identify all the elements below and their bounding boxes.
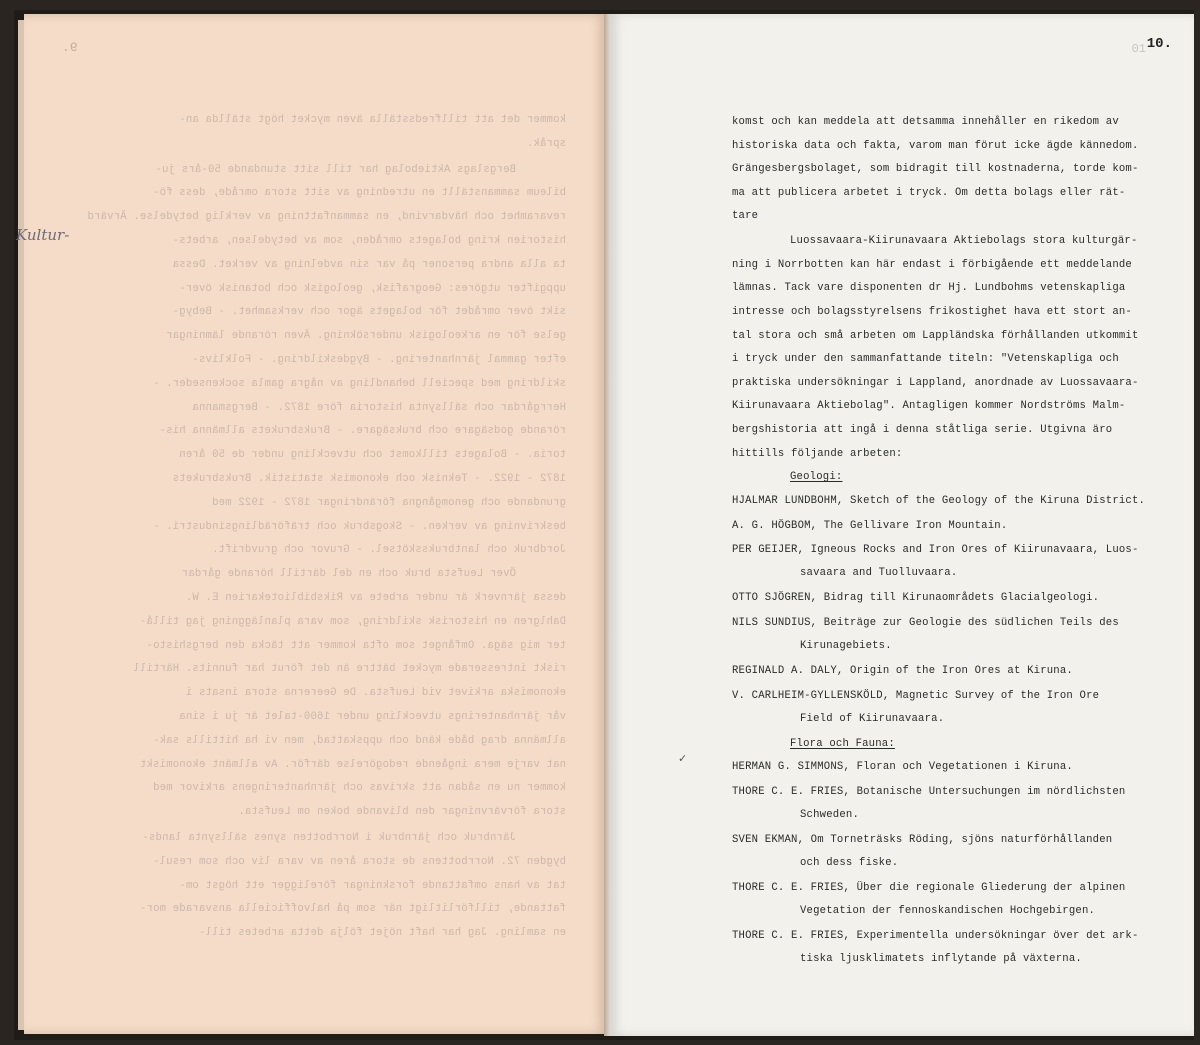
- bleed-line: Herrgårdar och sällsynta historia före 1872. - Bergsmanna: [192, 401, 566, 414]
- bibliography-entry: THORE C. E. FRIES, Über die regionale Gliederung der alpinen: [732, 881, 1126, 894]
- bleed-line: ekonomiska arkivet vid Leufsta. De Geererna stora insats i: [185, 687, 566, 700]
- bleed-line: Järnbruk och järnbruk i Norrbotten synes sällsynta lands-: [142, 832, 516, 844]
- bleed-line: tat av hans omfattande forskningar föreligger ett högst om-: [179, 879, 566, 892]
- check-mark: ✓: [678, 752, 688, 765]
- body-line: lämnas. Tack vare disponenten dr Hj. Lundbohms vetenskapliga: [732, 282, 1126, 295]
- section-heading: Flora och Fauna:: [790, 737, 895, 750]
- bleed-line: gelse för en arkeologisk undersökning. Även rörande lämningar: [166, 330, 566, 343]
- bibliography-entry: och dess fiske.: [800, 857, 899, 870]
- bleed-line: kommer nu en sådan att skrivas och järnhanteringens arkivor med: [152, 782, 566, 795]
- bleed-line: 1872 - 1922. - Teknisk och ekonomisk statistik. Bruksbrukets: [172, 473, 566, 485]
- bibliography-entry: PER GEIJER, Igneous Rocks and Iron Ores of Kiirunavaara, Luos-: [732, 544, 1139, 557]
- body-line: ning i Norrbotten kan här endast i förbigående ett meddelande: [732, 258, 1132, 271]
- bleed-line: allmänna drag både känd och uppskattad, men vi ha hittills sak-: [152, 734, 566, 747]
- bleed-line: rörande godsägare och bruksägare. - Bruksbrukets allmänna his-: [159, 425, 566, 438]
- body-line: Kiirunavaara Aktiebolag". Antagligen kommer Nordströms Malm-: [732, 400, 1126, 413]
- left-page: [24, 14, 606, 1034]
- bleed-line: språk.: [526, 137, 566, 150]
- bleed-line: ta alla andra personer på var sin avdelning av verket. Dessa: [172, 258, 566, 271]
- left-page-number: 9.: [62, 40, 78, 55]
- bibliography-entry: THORE C. E. FRIES, Experimentella undersökningar över det ark-: [732, 929, 1139, 942]
- bibliography-entry: Kirunagebiets.: [800, 640, 892, 653]
- bleed-line: sikt över området för bolagets ägor och verksamhet. - Bebyg-: [172, 306, 566, 319]
- bibliography-entry: REGINALD A. DALY, Origin of the Iron Ores at Kiruna.: [732, 664, 1073, 677]
- bleed-line: grundande och genomgångna förändringar 1872 - 1922 med: [211, 496, 566, 509]
- bibliography-entry: tiska ljusklimatets inflytande på växterna.: [800, 952, 1082, 965]
- bleed-line: toria. - Bolagets tillkomst och utveckling under de 50 åren: [179, 449, 566, 462]
- body-line: ma att publicera arbetet i tryck. Om detta bolags eller rät-: [732, 186, 1126, 199]
- bibliography-entry: OTTO SJÖGREN, Bidrag till Kirunaområdets Glacialgeologi.: [732, 592, 1100, 605]
- bleed-line: vår järnhanterings utveckling under 1600-talet är ju i sina: [179, 711, 566, 723]
- bibliography-entry: A. G. HÖGBOM, The Gellivare Iron Mountain.: [732, 519, 1008, 532]
- body-line: Grängesbergsbolaget, som bidragit till kostnaderna, torde kom-: [732, 163, 1139, 176]
- body-line: tal stora och små arbeten om Lappländska förhållanden utkommit: [732, 329, 1139, 342]
- body-line: i tryck under den sammanfattande titeln: "Vetenskapliga och: [732, 353, 1119, 366]
- bleed-line: Jordbruk och lantbruksskötsel. - Gruvor och gruvdrift.: [211, 544, 566, 557]
- bleed-line: Bergslags Aktiebolag har till sitt stundande 50-års ju-: [155, 163, 516, 176]
- bleed-line: en samling. Jag har haft nöjet följa detta arbetes till-: [198, 927, 566, 940]
- body-line: intresse och bolagsstyrelsens frikostighet hava ett stort an-: [732, 305, 1132, 318]
- bleed-line: revaramhet och hävdarvind, en sammanfattning av verklig betydelse. Ärvärd: [87, 211, 566, 224]
- bleed-page-number: 01: [1131, 42, 1146, 56]
- bibliography-entry: savaara and Tuolluvaara.: [800, 567, 958, 580]
- body-line: praktiska undersökningar i Lappland, anordnade av Luossavaara-: [732, 376, 1139, 389]
- bibliography-entry: V. CARLHEIM-GYLLENSKÖLD, Magnetic Survey of the Iron Ore: [732, 689, 1100, 702]
- right-page-body: [610, 14, 1194, 1036]
- body-line: historiska data och fakta, varom man förut icke ägde kännedom.: [732, 139, 1139, 152]
- bibliography-entry: NILS SUNDIUS, Beiträge zur Geologie des südlichen Teils des: [732, 617, 1119, 630]
- body-line: tare: [732, 210, 759, 223]
- bleed-line: Dahlgren en historisk skildring, som vara planläggning jag tillå-: [139, 615, 566, 628]
- bleed-line: nat varje mera ingående redogörelse därför. Av allmänt ekonomiskt: [139, 758, 566, 771]
- right-page: [610, 14, 1194, 1036]
- bibliography-entry: Schweden.: [800, 809, 860, 822]
- bleed-line: dessa järnverk är under arbete av Riksbibliotekarien E. W.: [185, 592, 566, 604]
- bleed-through-text: [24, 14, 606, 1034]
- body-line: komst och kan meddela att detsamma innehåller en rikedom av: [732, 116, 1119, 128]
- body-line: bergshistoria att ingå i denna ståtliga serie. Utgivna äro: [732, 423, 1113, 436]
- bleed-line: bileum sammanställt en utredning av sitt stora område, dess fö-: [152, 187, 566, 200]
- bleed-line: historien kring bolagets områden, som av betydelsen, arbets-: [172, 235, 566, 247]
- body-line: Luossavaara-Kiirunavaara Aktiebolags stora kulturgär-: [790, 235, 1138, 248]
- bleed-line: skildring med speciell behandling av några gamla sockenseder. -: [152, 377, 566, 390]
- bibliography-entry: Field of Kiirunavaara.: [800, 712, 945, 725]
- bleed-line: fattande, tillförlitligt när som på halvofficiella ansvarade mor-: [139, 903, 566, 916]
- bleed-line: riskt intresserade mycket bättre än det förut har funnits. Härtill: [133, 663, 566, 676]
- right-page-number: 10.: [1146, 36, 1172, 52]
- bleed-line: Över Leufsta bruk och en del därtill hörande gårdar: [181, 568, 516, 581]
- bleed-line: efter gammal järnhantering. - Bygdeskildring. - Folklivs-: [192, 354, 566, 366]
- body-line: hittills följande arbeten:: [732, 447, 903, 460]
- bibliography-entry: Vegetation der fennoskandischen Hochgebirgen.: [800, 904, 1096, 917]
- bibliography-entry: SVEN EKMAN, Om Torneträsks Röding, sjöns naturförhållanden: [732, 833, 1113, 846]
- bleed-line: ter mig säga. Omfånget som ofta kommer att täcka den bergshisto-: [146, 639, 566, 652]
- section-heading: Geologi:: [790, 471, 843, 484]
- bibliography-entry: HERMAN G. SIMMONS, Floran och Vegetationen i Kiruna.: [732, 761, 1073, 774]
- bleed-line: beskrivning av verken. - Skogsbruk och träförädlingsindustri. -: [152, 520, 566, 533]
- bleed-line: uppgifter utgöres: Geografisk, geologisk och botanisk över-: [179, 282, 566, 295]
- bleed-line: kommer det att tillfredsställa även mycket högt ställda an-: [179, 114, 566, 126]
- bibliography-entry: THORE C. E. FRIES, Botanische Untersuchungen im nördlichsten: [732, 786, 1126, 798]
- handwritten-margin-note: Kultur-: [16, 226, 70, 244]
- bibliography-entry: HJALMAR LUNDBOHM, Sketch of the Geology of the Kiruna District.: [732, 494, 1146, 507]
- bleed-line: bygden 72. Norrbottens de stora åren av vara liv och som resul-: [152, 855, 566, 868]
- bleed-line: stora förvärvningar den blivande boken om Leufsta.: [238, 806, 566, 819]
